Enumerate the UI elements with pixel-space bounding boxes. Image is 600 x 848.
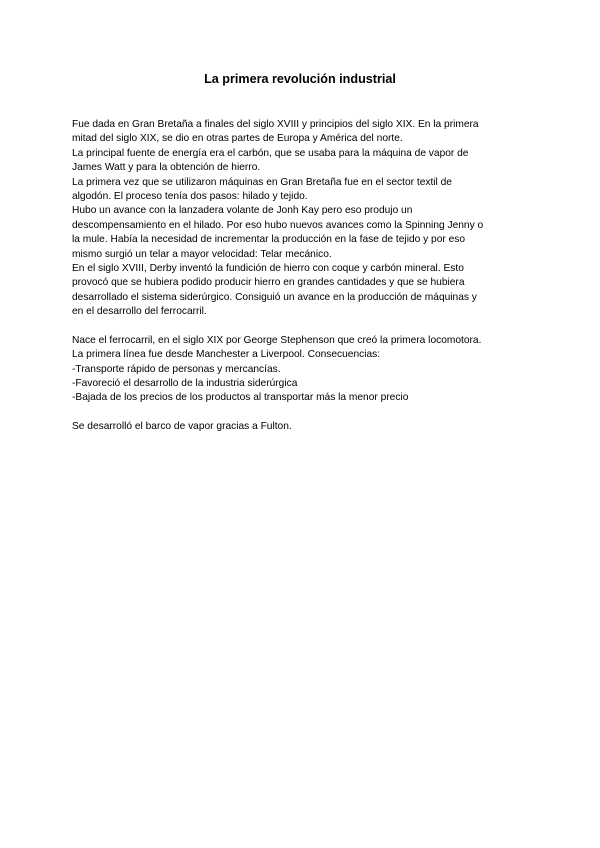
- document-title: La primera revolución industrial: [204, 72, 396, 86]
- text-line: James Watt y para la obtención de hierro.: [72, 162, 261, 174]
- paragraph-spacer: [72, 406, 532, 420]
- text-line: la mule. Había la necesidad de incrementar la producción en la fase de tejido y por eso: [72, 234, 466, 246]
- text-line: descompensamiento en el hilado. Por eso hubo nuevos avances como la Spinning Jenny o: [72, 219, 484, 231]
- text-line: mismo surgió un telar a mayor velocidad: Telar mecánico.: [72, 248, 332, 260]
- list-item: -Transporte rápido de personas y mercancías.: [72, 363, 281, 375]
- text-line: Nace el ferrocarril, en el siglo XIX por George Stephenson que creó la primera locomotora.: [72, 334, 482, 346]
- text-line: mitad del siglo XIX, se dio en otras partes de Europa y América del norte.: [72, 133, 403, 145]
- paragraph-3: [72, 420, 532, 434]
- list-item: -Bajada de los precios de los productos al transportar más la menor precio: [72, 392, 409, 404]
- text-line: En el siglo XVIII, Derby inventó la fundición de hierro con coque y carbón mineral. Esto: [72, 262, 464, 274]
- text-line: La primera vez que se utilizaron máquinas en Gran Bretaña fue en el sector textil de: [72, 176, 452, 188]
- text-line: algodón. El proceso tenía dos pasos: hilado y tejido.: [72, 190, 308, 202]
- document-body: [72, 118, 532, 435]
- list-item: -Favoreció el desarrollo de la industria siderúrgica: [72, 378, 298, 390]
- text-line: La primera línea fue desde Manchester a Liverpool. Consecuencias:: [72, 349, 381, 361]
- text-line: provocó que se hubiera podido producir hierro en grandes cantidades y que se hubiera: [72, 277, 465, 289]
- paragraph-2: [72, 334, 532, 406]
- text-line: desarrollado el sistema siderúrgico. Consiguió un avance en la producción de máquinas y: [72, 291, 477, 303]
- text-line: Hubo un avance con la lanzadera volante de Jonh Kay pero eso produjo un: [72, 205, 413, 217]
- text-line: Fue dada en Gran Bretaña a finales del siglo XVIII y principios del siglo XIX. En la primera: [72, 119, 479, 130]
- paragraph-1: [72, 118, 532, 319]
- text-line: La principal fuente de energía era el carbón, que se usaba para la máquina de vapor de: [72, 147, 469, 159]
- text-line: en el desarrollo del ferrocarril.: [72, 306, 207, 318]
- text-line: Se desarrolló el barco de vapor gracias a Fulton.: [72, 421, 292, 433]
- paragraph-spacer: [72, 319, 532, 333]
